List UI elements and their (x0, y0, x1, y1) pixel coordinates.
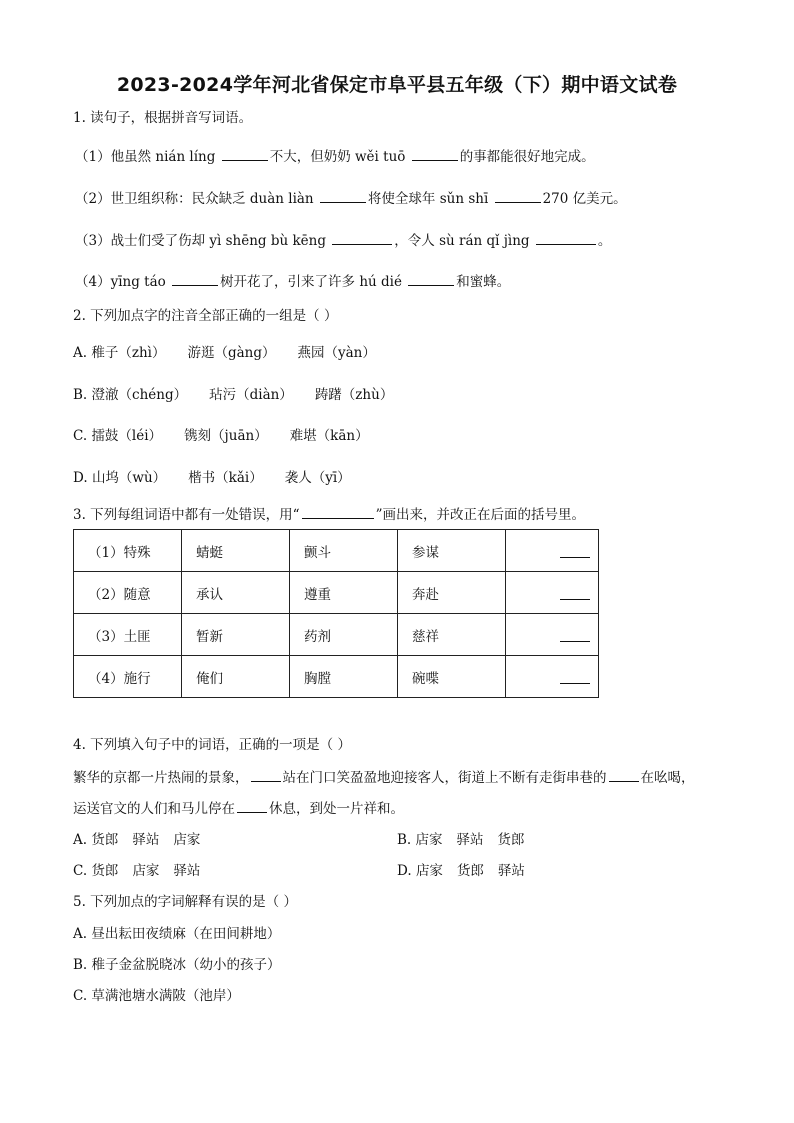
q1-s1-part-c: 的事都能很好地完成。 (459, 149, 595, 165)
q4-passage-text: 在吆喝， (640, 770, 695, 786)
q2-option-c (73, 426, 369, 446)
option-label: A. (73, 832, 88, 848)
option-word: 燕园（yàn） (297, 345, 376, 361)
option-word: 驿站 (497, 863, 525, 879)
q4-option-a (73, 830, 200, 850)
answer-blank[interactable] (172, 271, 218, 286)
table-cell: 慈祥 (398, 614, 506, 656)
q4-option-c (73, 861, 200, 881)
option-label: C. (73, 428, 88, 444)
q4-passage-line-1 (73, 767, 695, 788)
q1-s3-part-a: （3）战士们受了伤却 yì shēng bù kēng (75, 233, 331, 249)
q4-passage-text: 运送官文的人们和马儿停在 (73, 801, 235, 817)
q1-sentence-2 (75, 188, 627, 209)
table-cell: （4）施行 (74, 656, 182, 698)
answer-cell[interactable] (506, 572, 599, 614)
table-cell: 药剂 (290, 614, 398, 656)
option-word: 山坞（wù） (91, 470, 167, 486)
answer-blank[interactable] (412, 146, 458, 161)
option-word: 货郎 (91, 832, 119, 848)
option-word: 店家 (415, 863, 443, 879)
option-label: C. (73, 863, 88, 879)
q1-stem: 1. 读句子，根据拼音写词语。 (73, 110, 253, 126)
page-title: 2023-2024学年河北省保定市阜平县五年级（下）期中语文试卷 (116, 74, 678, 96)
option-word: 驿站 (173, 863, 201, 879)
q1-s3-part-b: ，令人 sù rán qǐ jìng (394, 233, 534, 249)
q1-sentence-4 (75, 271, 510, 292)
q1-sentence-3 (75, 230, 611, 251)
table-row (74, 572, 599, 614)
answer-blank[interactable] (560, 683, 590, 684)
q1-s4-part-a: （4）yīng táo (75, 274, 171, 290)
option-label: D. (73, 470, 88, 486)
option-word: 货郎 (456, 863, 484, 879)
table-cell: 俺们 (182, 656, 290, 698)
answer-blank[interactable] (332, 230, 392, 245)
option-word: 擂鼓（léi） (91, 428, 163, 444)
answer-blank[interactable] (251, 767, 281, 782)
q4-option-d (397, 861, 525, 881)
table-row (74, 530, 599, 572)
option-word: 驿站 (132, 832, 160, 848)
answer-cell[interactable] (506, 656, 599, 698)
answer-blank[interactable] (560, 599, 590, 600)
table-cell: 奔赴 (398, 572, 506, 614)
q2-option-d (73, 468, 351, 488)
table-cell: 蜻蜓 (182, 530, 290, 572)
option-word: 楷书（kǎi） (188, 470, 263, 486)
q1-sentence-1 (75, 146, 595, 167)
q3-stem-part-a: 3. 下列每组词语中都有一处错误，用“ (73, 507, 300, 523)
q5-option-a: A. 昼出耘田夜绩麻（在田间耕地） (73, 926, 281, 942)
underline-sample (302, 504, 374, 519)
option-word: 玷污（diàn） (209, 387, 293, 403)
answer-blank[interactable] (320, 188, 366, 203)
q1-s2-part-a: （2）世卫组织称：民众缺乏 duàn liàn (75, 191, 318, 207)
table-cell: （1）特殊 (74, 530, 182, 572)
q4-passage-text: 站在门口笑盈盈地迎接客人，街道上不断有走街串巷的 (282, 770, 607, 786)
option-word: 驿站 (456, 832, 484, 848)
q5-stem: 5. 下列加点的字词解释有误的是（ ） (73, 894, 297, 910)
option-word: 货郎 (497, 832, 525, 848)
table-cell: 胸膛 (290, 656, 398, 698)
q1-s1-part-a: （1）他虽然 nián líng (75, 149, 220, 165)
table-cell: 碗喋 (398, 656, 506, 698)
q2-option-a (73, 343, 376, 363)
q1-s3-part-c: 。 (597, 233, 612, 249)
option-word: 稚子（zhì） (91, 345, 166, 361)
answer-blank[interactable] (536, 230, 596, 245)
option-word: 踌躇（zhù） (314, 387, 394, 403)
answer-cell[interactable] (506, 614, 599, 656)
option-word: 澄澈（chéng） (91, 387, 188, 403)
q5-option-b: B. 稚子金盆脱晓冰（幼小的孩子） (73, 957, 281, 973)
option-label: B. (73, 387, 88, 403)
q1-s4-part-b: 树开花了，引来了许多 hú dié (220, 274, 407, 290)
option-word: 店家 (173, 832, 201, 848)
answer-blank[interactable] (222, 146, 268, 161)
q2-option-b (73, 385, 393, 405)
q4-passage-text: 繁华的京都一片热闹的景象， (73, 770, 249, 786)
answer-blank[interactable] (560, 641, 590, 642)
q1-s1-part-b: 不大，但奶奶 wěi tuō (269, 149, 410, 165)
answer-blank[interactable] (408, 271, 454, 286)
option-word: 店家 (415, 832, 443, 848)
table-row (74, 656, 599, 698)
q2-stem: 2. 下列加点字的注音全部正确的一组是（ ） (73, 308, 338, 324)
option-word: 店家 (132, 863, 160, 879)
table-cell: 暂新 (182, 614, 290, 656)
option-label: D. (397, 863, 412, 879)
q4-option-b (397, 830, 525, 850)
table-cell: （3）土匪 (74, 614, 182, 656)
answer-cell[interactable] (506, 530, 599, 572)
q3-stem (73, 504, 585, 525)
answer-blank[interactable] (495, 188, 541, 203)
q4-passage-line-2 (73, 798, 404, 819)
option-label: A. (73, 345, 88, 361)
answer-blank[interactable] (237, 798, 267, 813)
q3-word-table (73, 529, 599, 698)
table-cell: 承认 (182, 572, 290, 614)
table-cell: 遵重 (290, 572, 398, 614)
table-row (74, 614, 599, 656)
option-word: 难堪（kān） (289, 428, 369, 444)
table-cell: （2）随意 (74, 572, 182, 614)
q5-option-c: C. 草满池塘水满陂（池岸） (73, 988, 240, 1004)
option-label: B. (397, 832, 412, 848)
q1-s2-part-b: 将使全球年 sǔn shī (367, 191, 493, 207)
option-word: 镌刻（juān） (184, 428, 268, 444)
q4-passage-text: 休息，到处一片祥和。 (269, 801, 404, 817)
table-cell: 参谋 (398, 530, 506, 572)
option-word: 袭人（yī） (284, 470, 351, 486)
option-word: 游逛（gàng） (187, 345, 276, 361)
answer-blank[interactable] (609, 767, 639, 782)
answer-blank[interactable] (560, 557, 590, 558)
q4-stem: 4. 下列填入句子中的词语，正确的一项是（ ） (73, 737, 351, 753)
q1-s2-part-c: 270 亿美元。 (542, 191, 627, 207)
q1-s4-part-c: 和蜜蜂。 (456, 274, 511, 290)
table-cell: 颤斗 (290, 530, 398, 572)
option-word: 货郎 (91, 863, 119, 879)
q3-stem-part-b: ”画出来，并改正在后面的括号里。 (375, 507, 585, 523)
